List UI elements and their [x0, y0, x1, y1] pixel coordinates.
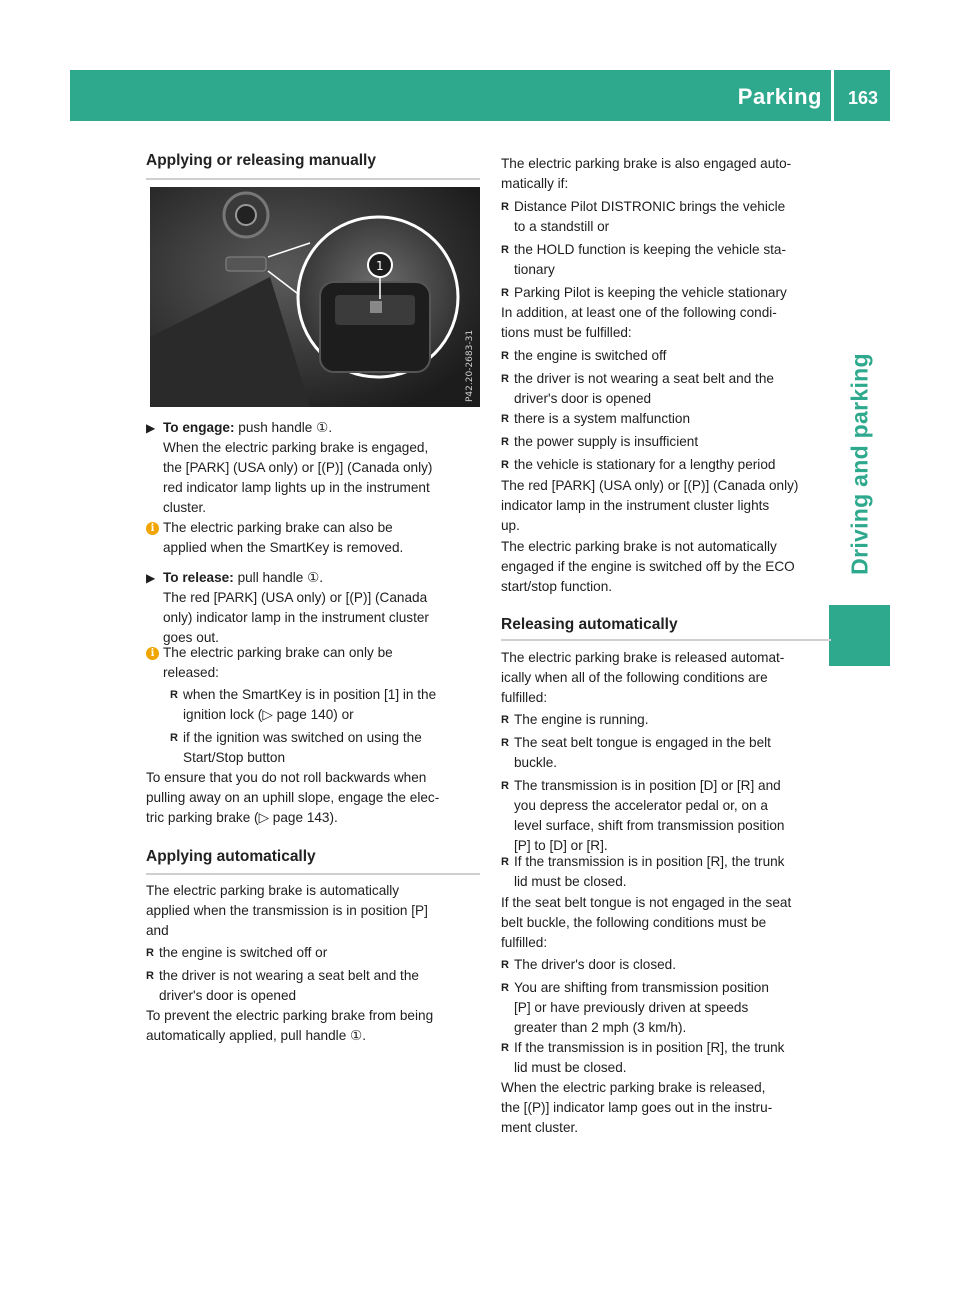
heading-release: Releasing automatically: [501, 616, 678, 633]
release-line2: The red [PARK] (USA only) or [(P)] (Canada: [163, 590, 428, 605]
r-b3-2b: buckle.: [514, 755, 558, 770]
release-line3: only) indicator lamp in the instrument cluster: [163, 610, 429, 625]
release-block: [163, 568, 483, 648]
rel-line1: The electric parking brake is released automat-: [501, 650, 785, 665]
r-b3-4: If the transmission is in position [R], the trunk: [514, 854, 785, 869]
release-line4: goes out.: [163, 630, 219, 645]
info1-line1: The electric parking brake can also be: [163, 520, 393, 535]
bullet-mark: R: [501, 373, 509, 385]
bullet-mark: R: [146, 970, 154, 982]
info1-line2: applied when the SmartKey is removed.: [163, 540, 404, 555]
seat-paragraph: [501, 893, 833, 953]
info2-b1-l1: when the SmartKey is in position [1] in the: [183, 687, 437, 702]
heading-manual: Applying or releasing manually: [146, 152, 376, 169]
info2-block: [163, 643, 483, 683]
bullet-mark: R: [170, 732, 178, 744]
release-line1: pull handle ①.: [237, 570, 324, 585]
lamp-line1: The red [PARK] (USA only) or [(P)] (Canada only): [501, 478, 799, 493]
r-b4-3b: lid must be closed.: [514, 1060, 627, 1075]
roll-line1: To ensure that you do not roll backwards when: [146, 770, 427, 785]
r-b1-1: Distance Pilot DISTRONIC brings the vehicle: [514, 199, 786, 214]
step-arrow: ▶: [146, 421, 156, 435]
side-tab-block: [829, 605, 890, 666]
eco-line3: start/stop function.: [501, 579, 613, 594]
list-item: [501, 852, 833, 892]
list-item: [501, 978, 833, 1038]
list-item: [501, 733, 833, 773]
intro-line2: matically if:: [501, 176, 569, 191]
auto-line1: The electric parking brake is automatically: [146, 883, 400, 898]
list-item: [501, 776, 833, 856]
final-paragraph: [501, 1078, 833, 1138]
list-item: [501, 955, 833, 975]
eco-line2: engaged if the engine is switched off by the ECO: [501, 559, 795, 574]
r-b3-2: The seat belt tongue is engaged in the belt: [514, 735, 771, 750]
lamp-line2: indicator lamp in the instrument cluster lights: [501, 498, 770, 513]
bullet-mark: R: [501, 714, 509, 726]
r-b4-3: If the transmission is in position [R], the trunk: [514, 1040, 785, 1055]
r-b3-3b: you depress the accelerator pedal or, on a: [514, 798, 768, 813]
intro-paragraph: [501, 154, 833, 194]
lamp-paragraph: [501, 476, 833, 536]
lamp-line3: up.: [501, 518, 520, 533]
r-b4-2: You are shifting from transmission position: [514, 980, 769, 995]
heading-rule: [146, 873, 480, 875]
final-line1: When the electric parking brake is released,: [501, 1080, 766, 1095]
release-label: To release:: [163, 570, 234, 585]
r-b2-1: the engine is switched off: [514, 348, 667, 363]
r-b2-2b: driver's door is opened: [514, 391, 652, 406]
info2-b2-l1: if the ignition was switched on using the: [183, 730, 422, 745]
page-number: 163: [847, 88, 879, 108]
list-item: [501, 197, 833, 237]
page-title: Parking: [737, 84, 822, 109]
info-icon: i: [146, 522, 159, 535]
engage-line1: push handle ①.: [238, 420, 333, 435]
bullet-mark: R: [501, 780, 509, 792]
intro-line1: The electric parking brake is also engaged auto-: [501, 156, 792, 171]
info2-line2: released:: [163, 665, 219, 680]
r-b2-4: the power supply is insufficient: [514, 434, 699, 449]
prevent-paragraph: [146, 1006, 483, 1046]
bullet-mark: R: [501, 436, 509, 448]
r-b1-2b: tionary: [514, 262, 555, 277]
photo-code: P42.20-2683-31: [465, 329, 475, 402]
engage-line4: red indicator lamp lights up in the instrument: [163, 480, 430, 495]
r-b3-4b: lid must be closed.: [514, 874, 627, 889]
prevent-line1: To prevent the electric parking brake from being: [146, 1008, 434, 1023]
bullet-mark: R: [501, 1042, 509, 1054]
release-paragraph: [501, 648, 833, 708]
callout-number: 1: [376, 259, 384, 273]
bullet-mark: R: [501, 244, 509, 256]
r-b1-2: the HOLD function is keeping the vehicle sta-: [514, 242, 787, 257]
roll-line2: pulling away on an uphill slope, engage the elec-: [146, 790, 440, 805]
rel-line2: ically when all of the following conditions are: [501, 670, 768, 685]
list-item: [501, 346, 833, 366]
side-tab-label: Driving and parking: [846, 353, 873, 575]
seat-line2: belt buckle, the following conditions must be: [501, 915, 767, 930]
bullet-mark: R: [501, 459, 509, 471]
r-b3-1: The engine is running.: [514, 712, 649, 727]
r-b2-2: the driver is not wearing a seat belt and the: [514, 371, 774, 386]
bullet-mark: R: [501, 737, 509, 749]
r-b1-1b: to a standstill or: [514, 219, 610, 234]
info2-b1-l2: ignition lock (▷ page 140) or: [183, 707, 354, 722]
heading-auto: Applying automatically: [146, 848, 316, 865]
bullet-mark: R: [501, 201, 509, 213]
list-item: [170, 728, 483, 768]
list-item: [501, 240, 833, 280]
list-item: [146, 943, 483, 963]
engage-label: To engage:: [163, 420, 235, 435]
cond-paragraph: [501, 303, 833, 343]
bullet-mark: R: [501, 287, 509, 299]
r-b4-1: The driver's door is closed.: [514, 957, 677, 972]
seat-line1: If the seat belt tongue is not engaged in the seat: [501, 895, 792, 910]
cond-line1: In addition, at least one of the following condi-: [501, 305, 777, 320]
info2-line1: The electric parking brake can only be: [163, 645, 393, 660]
engage-line5: cluster.: [163, 500, 207, 515]
r-b4-2b: [P] or have previously driven at speeds: [514, 1000, 749, 1015]
parking-brake-illustration: [150, 187, 480, 407]
r-b3-3d: [P] to [D] or [R].: [514, 838, 608, 853]
engage-line3: the [PARK] (USA only) or [(P)] (Canada only): [163, 460, 433, 475]
list-item: [146, 966, 483, 1006]
auto-paragraph: [146, 881, 483, 941]
auto-b1: the engine is switched off or: [159, 945, 328, 960]
step-arrow: ▶: [146, 571, 156, 585]
r-b2-5: the vehicle is stationary for a lengthy period: [514, 457, 776, 472]
r-b1-3: Parking Pilot is keeping the vehicle stationary: [514, 285, 787, 300]
list-item: [501, 369, 833, 409]
info-icon: i: [146, 647, 159, 660]
list-item: [501, 283, 833, 303]
bullet-mark: R: [501, 959, 509, 971]
heading-rule: [501, 639, 831, 641]
rel-line3: fulfilled:: [501, 690, 548, 705]
info1-block: [163, 518, 483, 558]
list-item: [501, 409, 833, 429]
parking-brake-photo: [150, 187, 480, 407]
final-line3: ment cluster.: [501, 1120, 579, 1135]
list-item: [501, 432, 833, 452]
auto-line2: applied when the transmission is in position [P]: [146, 903, 428, 918]
bullet-mark: R: [501, 982, 509, 994]
roll-paragraph: [146, 768, 483, 828]
list-item: [170, 685, 483, 725]
bullet-mark: R: [146, 947, 154, 959]
bullet-mark: R: [501, 350, 509, 362]
bullet-mark: R: [501, 856, 509, 868]
bullet-mark: R: [170, 689, 178, 701]
bullet-mark: R: [501, 413, 509, 425]
engage-block: [163, 418, 483, 518]
auto-b2-l1: the driver is not wearing a seat belt and the: [159, 968, 419, 983]
list-item: [501, 1038, 833, 1078]
info2-b2-l2: Start/Stop button: [183, 750, 286, 765]
final-line2: the [(P)] indicator lamp goes out in the instru-: [501, 1100, 773, 1115]
r-b3-3: The transmission is in position [D] or [R] and: [514, 778, 781, 793]
eco-line1: The electric parking brake is not automatically: [501, 539, 777, 554]
auto-b2-l2: driver's door is opened: [159, 988, 297, 1003]
r-b4-2c: greater than 2 mph (3 km/h).: [514, 1020, 687, 1035]
auto-line3: and: [146, 923, 169, 938]
seat-line3: fulfilled:: [501, 935, 548, 950]
list-item: [501, 455, 833, 475]
engage-line2: When the electric parking brake is engaged,: [163, 440, 429, 455]
header-separator: [831, 70, 834, 121]
roll-line3: tric parking brake (▷ page 143).: [146, 810, 338, 825]
r-b2-3: there is a system malfunction: [514, 411, 691, 426]
list-item: [501, 710, 833, 730]
cond-line2: tions must be fulfilled:: [501, 325, 632, 340]
eco-paragraph: [501, 537, 833, 597]
prevent-line2: automatically applied, pull handle ①.: [146, 1028, 367, 1043]
heading-rule: [146, 178, 480, 180]
r-b3-3c: level surface, shift from transmission position: [514, 818, 785, 833]
